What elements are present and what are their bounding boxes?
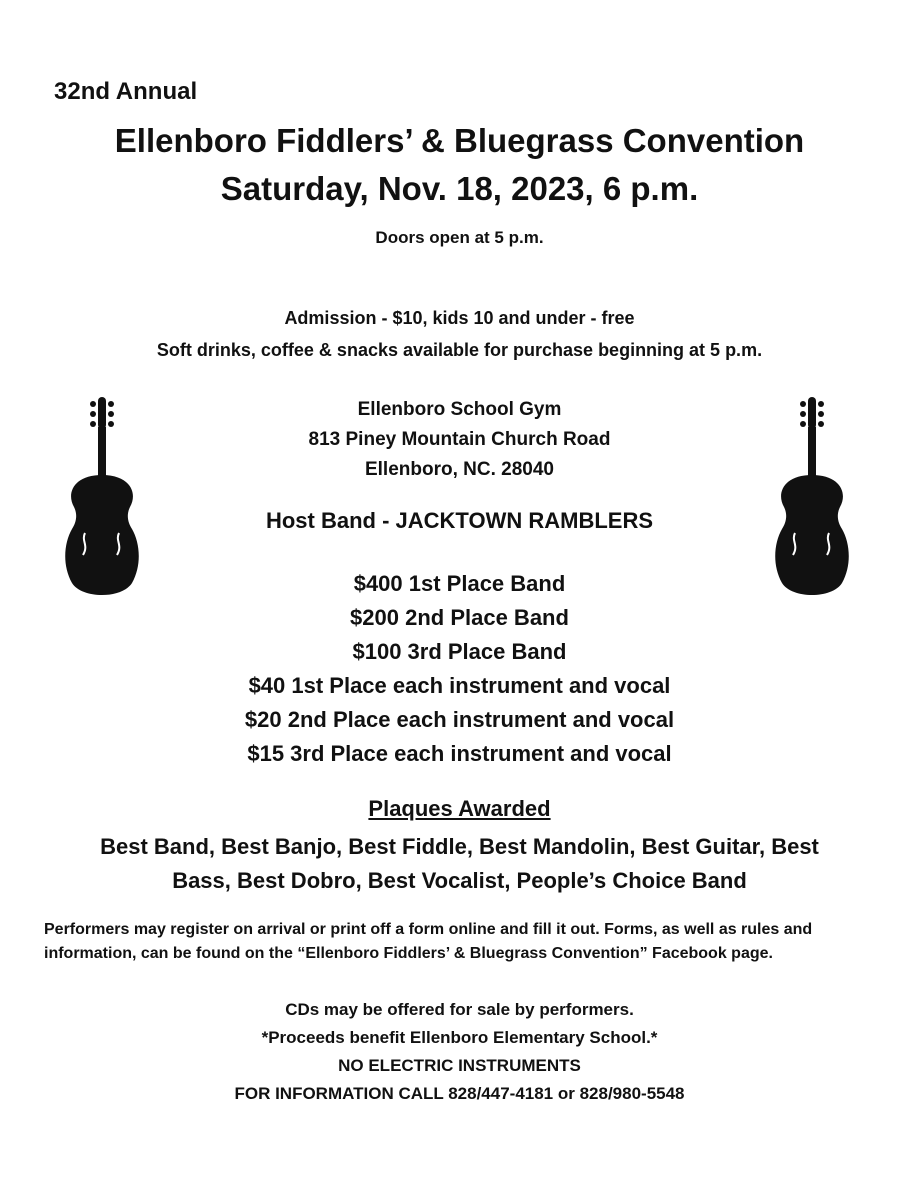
venue-street: 813 Piney Mountain Church Road bbox=[308, 429, 611, 450]
venue-city: Ellenboro, NC. 28040 bbox=[364, 459, 554, 480]
admission-info: Admission - $10, kids 10 and under - free bbox=[284, 308, 635, 328]
prize-item: $200 2nd Place Band bbox=[350, 605, 569, 630]
host-band: Host Band - JACKTOWN RAMBLERS bbox=[265, 508, 654, 533]
prize-list bbox=[0, 567, 919, 771]
refreshments-info: Soft drinks, coffee & snacks available for purchase beginning at 5 p.m. bbox=[156, 340, 763, 360]
event-title: Ellenboro Fiddlers’ & Bluegrass Convention bbox=[114, 122, 805, 159]
no-electric-note: NO ELECTRIC INSTRUMENTS bbox=[338, 1056, 581, 1075]
plaques-line: Bass, Best Dobro, Best Vocalist, People’s Choice Band bbox=[172, 868, 747, 893]
doors-open: Doors open at 5 p.m. bbox=[375, 228, 544, 247]
footer-notes bbox=[0, 996, 919, 1108]
cds-note: CDs may be offered for sale by performers. bbox=[285, 1000, 634, 1019]
event-date: Saturday, Nov. 18, 2023, 6 p.m. bbox=[220, 170, 699, 207]
prize-item: $20 2nd Place each instrument and vocal bbox=[244, 707, 675, 732]
edition-label: 32nd Annual bbox=[54, 78, 198, 105]
plaques-heading: Plaques Awarded bbox=[368, 796, 551, 821]
prize-item: $100 3rd Place Band bbox=[352, 639, 567, 664]
proceeds-note: *Proceeds benefit Ellenboro Elementary School.* bbox=[261, 1028, 658, 1047]
plaques-line: Best Band, Best Banjo, Best Fiddle, Best Mandolin, Best Guitar, Best bbox=[100, 834, 819, 859]
registration-info: Performers may register on arrival or print off a form online and fill it out. Forms, as well as rules and information, can be found on the “Ellenboro Fiddlers’ & Bluegrass Convention” Facebook page. bbox=[44, 921, 813, 962]
contact-info: FOR INFORMATION CALL 828/447-4181 or 828/980-5548 bbox=[234, 1084, 685, 1103]
prize-item: $15 3rd Place each instrument and vocal bbox=[247, 741, 672, 766]
prize-item: $400 1st Place Band bbox=[353, 571, 566, 596]
prize-item: $40 1st Place each instrument and vocal bbox=[248, 673, 671, 698]
venue-name: Ellenboro School Gym bbox=[357, 399, 562, 420]
plaques-list bbox=[0, 830, 919, 898]
